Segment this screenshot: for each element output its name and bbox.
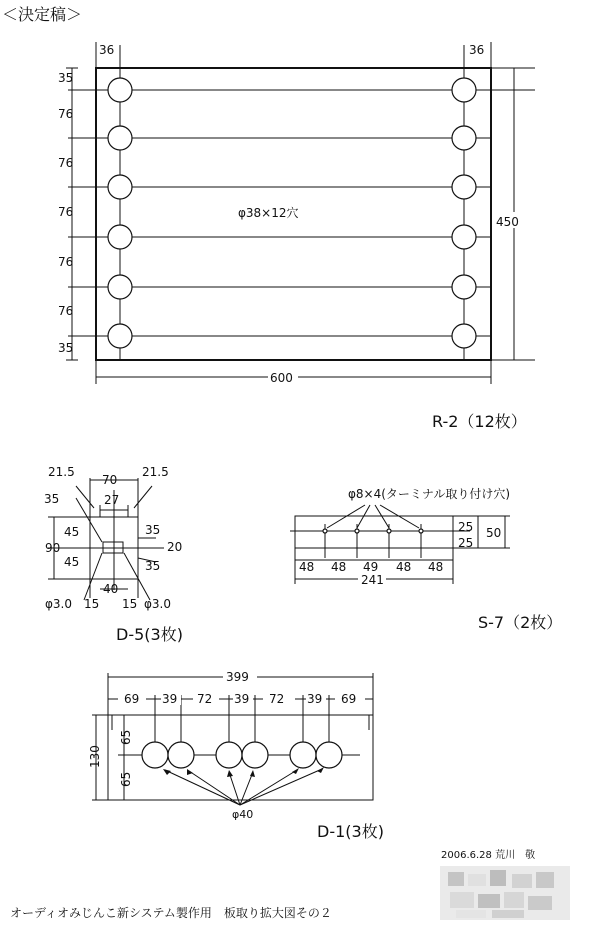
d5-phi-right: φ3.0 bbox=[144, 597, 171, 611]
d5-dim-35-right-bottom: 35 bbox=[145, 559, 161, 573]
d5-dim-35-right-top: 35 bbox=[145, 523, 161, 537]
r2-left-dim: 76 bbox=[58, 156, 74, 170]
r2-hole bbox=[452, 324, 476, 348]
d1-hole bbox=[216, 742, 242, 768]
r2-hole bbox=[108, 275, 132, 299]
page-title: ＜決定稿＞ bbox=[2, 5, 83, 24]
s7-total-dim: 241 bbox=[361, 573, 384, 587]
d1-hole-label: φ40 bbox=[232, 808, 254, 821]
r2-left-dim: 76 bbox=[58, 205, 74, 219]
d1-hole bbox=[142, 742, 168, 768]
d5-dim-15-right: 15 bbox=[122, 597, 138, 611]
d5-dim-27: 27 bbox=[104, 493, 120, 507]
s7-caption: S-7（2枚） bbox=[478, 613, 563, 632]
s7-bottom-dim: 49 bbox=[363, 560, 379, 574]
d1-total-dim: 399 bbox=[226, 670, 249, 684]
s7-drawing bbox=[290, 486, 562, 632]
s7-bottom-dim: 48 bbox=[331, 560, 347, 574]
blurred-signature bbox=[440, 866, 570, 920]
r2-left-dim: 76 bbox=[58, 107, 74, 121]
r2-left-dim: 76 bbox=[58, 304, 74, 318]
r2-hole bbox=[452, 78, 476, 102]
d5-dim-45-top: 45 bbox=[64, 525, 80, 539]
r2-hole bbox=[108, 78, 132, 102]
d1-top-dim: 39 bbox=[234, 692, 250, 706]
s7-bottom-dim: 48 bbox=[428, 560, 444, 574]
r2-caption: R-2（12枚） bbox=[432, 412, 527, 431]
d1-left-dim-top: 65 bbox=[119, 729, 133, 745]
s7-hole bbox=[323, 529, 327, 533]
d1-hole bbox=[168, 742, 194, 768]
r2-hole bbox=[452, 275, 476, 299]
d5-caption: D-5(3枚) bbox=[116, 625, 183, 644]
r2-left-dim: 35 bbox=[58, 341, 74, 355]
d5-dim-35-top: 35 bbox=[44, 492, 60, 506]
s7-board bbox=[295, 516, 453, 548]
s7-hole bbox=[387, 529, 391, 533]
r2-hole bbox=[108, 324, 132, 348]
d1-left-total: 130 bbox=[88, 745, 102, 768]
d5-phi-left: φ3.0 bbox=[45, 597, 72, 611]
d1-top-dim: 72 bbox=[269, 692, 285, 706]
d1-top-dim: 39 bbox=[162, 692, 178, 706]
r2-hole bbox=[452, 126, 476, 150]
r2-width-dim: 600 bbox=[270, 371, 293, 385]
footer-description: オーディオみじんこ新システム製作用 板取り拡大図その２ bbox=[10, 906, 332, 920]
d1-drawing bbox=[88, 670, 384, 841]
r2-hole bbox=[108, 225, 132, 249]
d1-top-dim: 72 bbox=[197, 692, 213, 706]
d1-hole bbox=[316, 742, 342, 768]
r2-drawing bbox=[58, 42, 535, 431]
s7-bottom-dim: 48 bbox=[396, 560, 412, 574]
d5-dim-15-left: 15 bbox=[84, 597, 100, 611]
d1-hole bbox=[290, 742, 316, 768]
s7-right-dim-bottom: 25 bbox=[458, 536, 474, 550]
r2-hole bbox=[452, 225, 476, 249]
r2-left-dim: 35 bbox=[58, 71, 74, 85]
d1-caption: D-1(3枚) bbox=[317, 822, 384, 841]
s7-right-dim-top: 25 bbox=[458, 520, 474, 534]
r2-hole bbox=[108, 126, 132, 150]
d1-top-dim: 69 bbox=[341, 692, 357, 706]
d5-dim-20: 20 bbox=[167, 540, 183, 554]
d5-dim-90: 90 bbox=[45, 541, 61, 555]
d5-dim-45-bottom: 45 bbox=[64, 555, 80, 569]
r2-hole-label: φ38×12穴 bbox=[238, 206, 299, 220]
d1-top-dim: 39 bbox=[307, 692, 323, 706]
r2-left-dim: 76 bbox=[58, 255, 74, 269]
d5-dim-40: 40 bbox=[103, 582, 119, 596]
r2-hole bbox=[108, 175, 132, 199]
d1-left-dim-bottom: 65 bbox=[119, 771, 133, 787]
s7-bottom-dim: 48 bbox=[299, 560, 315, 574]
d5-dim-21-5-right: 21.5 bbox=[142, 465, 169, 479]
s7-hole-label: φ8×4(ターミナル取り付け穴) bbox=[348, 487, 511, 501]
s7-hole bbox=[419, 529, 423, 533]
d5-drawing bbox=[44, 465, 183, 644]
r2-top-dim-right: 36 bbox=[469, 43, 485, 57]
d1-top-dim: 69 bbox=[124, 692, 140, 706]
d5-dim-70: 70 bbox=[102, 473, 118, 487]
r2-hole bbox=[452, 175, 476, 199]
d1-hole bbox=[242, 742, 268, 768]
s7-right-total: 50 bbox=[486, 526, 502, 540]
s7-hole bbox=[355, 529, 359, 533]
r2-height-dim: 450 bbox=[496, 215, 519, 229]
r2-top-dim-left: 36 bbox=[99, 43, 115, 57]
date-author: 2006.6.28 荒川 敬 bbox=[441, 850, 536, 861]
d5-dim-21-5-left: 21.5 bbox=[48, 465, 75, 479]
